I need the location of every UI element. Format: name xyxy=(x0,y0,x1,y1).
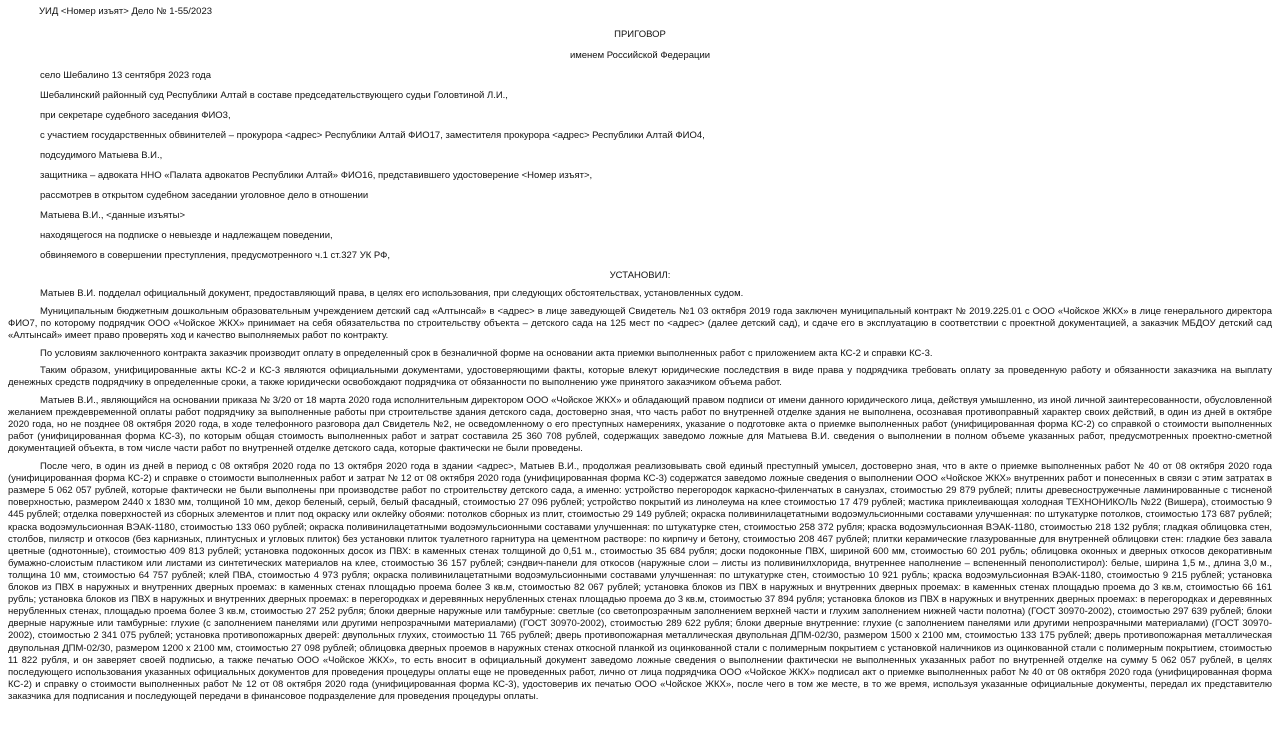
intro-line-defender: защитника – адвоката ННО «Палата адвокатов Республики Алтай» ФИО16, представившего удостоверение <Номер изъят>, xyxy=(40,170,593,181)
paragraph-instruction: Матыев В.И., являющийся на основании приказа № 3/20 от 18 марта 2020 года исполнительным директором ООО «Чойское ЖКХ» и обладающий правом подписи от имени данного юридического лица, действуя умышленно, из иной личной заинтересованности, обусловленной желанием преждевременной оплаты работ подрядчику за выполненные работы при строительстве здания детского сада, достоверно зная, что часть работ по внутренней отделке здания не выполнена, осознавая противоправный характер своих действий, в один из дней в октябре 2020 года, но не позднее 08 октября 2020 года, в ходе телефонного разговора дал Свидетель №2, не осведомленному о его преступных намерениях, указание о подготовке акта о приемке выполненных работ (унифицированная форма КС-2) со справкой о стоимости выполненных работ (унифицированная форма КС-3), по которым общая стоимость выполненных работ и затрат составила 25 360 708 рублей, содержащих заведомо ложные для Матыева В.И. сведения о выполнении в полном объеме указанных работ, предусмотренных проектно-сметной документацией объекта, в том числе части работ по внутренней отделке детского сада, которые фактически не были проведены. xyxy=(8,395,1272,455)
document-title: ПРИГОВОР xyxy=(614,29,666,40)
intro-line-defendant-data: Матыева В.И., <данные изъяты> xyxy=(40,210,186,221)
intro-line-prosecutors: с участием государственных обвинителей – прокурора <адрес> Республики Алтай ФИО17, заместителя прокурора <адрес> Республики Алтай ФИО4, xyxy=(40,130,705,141)
intro-line-charge: обвиняемого в совершении преступления, предусмотренного ч.1 ст.327 УК РФ, xyxy=(40,250,391,261)
established-heading: УСТАНОВИЛ: xyxy=(609,270,671,281)
case-id: УИД <Номер изъят> Дело № 1-55/2023 xyxy=(39,6,213,17)
paragraph-forgery-details: После чего, в один из дней в период с 08 октября 2020 года по 13 октября 2020 года в здании <адрес>, Матыев В.И., продолжая реализовывать свой единый преступный умысел, достоверно зная, что в акте о приемке выполненных работ № 40 от 08 октября 2020 года (унифицированная форма КС-2) и справке о стоимости выполненных работ и затрат № 12 от 08 октября 2020 года (унифицированная форма КС-3) содержатся заведомо ложные сведения о выполнении ООО «Чойское ЖКХ» внутренних работ и понесенных в связи с этим затратах в размере 5 062 057 рублей, которые фактически не были выполнены при производстве работ по строительству детского сада, а именно: устройство перегородок каркасно-филенчатых в санузлах, стоимостью 29 879 рублей; плиты древесностружечные ламинированные с тисненой поверхностью, размером 2440 х 1830 мм, толщиной 10 мм, декор беленый, серый, белый фасадный, стоимостью 27 096 рублей; устройство покрытий из линолеума на клее стоимостью 17 479 рублей; мастика приклеивающая холодная ТЕХНОНИКОЛЬ №22 (Вишера), стоимостью 9 445 рублей; отделка поверхностей из сборных элементов и плит под окраску или оклейку обоями: потолков сборных из плит, стоимостью 29 149 рублей; окраска поливинилацетатными водоэмульсионными составами улучшенная: по штукатурке потолков, стоимостью 173 687 рублей; краска водоэмульсионная ВЭАК-1180, стоимостью 133 060 рублей; окраска поливинилацетатными водоэмульсионными составами улучшенная: по штукатурке стен, стоимостью 258 372 рубля; краска водоэмульсионная ВЭАК-1180, стоимостью 218 132 рубля; гладкая облицовка стен, столбов, пилястр и откосов (без карнизных, плинтусных и угловых плиток) без установки плиток туалетного гарнитура на цементном растворе: по кирпичу и бетону, стоимостью 208 467 рублей; плитки керамические глазурованные для внутренней облицовки стен: гладкие без завала цветные (однотонные), стоимостью 409 813 рублей; установка подоконных досок из ПВХ: в каменных стенах толщиной до 0,51 м., стоимостью 35 684 рубля; доски подоконные ПВХ, шириной 600 мм, стоимостью 60 201 рубль; облицовка оконных и дверных откосов декоративным бумажно-слоистым пластиком или листами из синтетических материалов на клее, стоимостью 36 157 рублей; сэндвич-панели для откосов (наружные слои – листы из поливинилхлорида, внутреннее наполнение – вспененный пенополистирол): белые, ширина 1,5 м., длина 3,0 м., толщина 10 мм, стоимостью 64 757 рублей; клей ПВА, стоимостью 4 973 рубля; окраска поливинилацетатными водоэмульсионными составами улучшенная: по штукатурке стен, стоимостью 10 921 рубль; краска водоэмульсионная ВЭАК-1180, стоимостью 9 215 рублей; установка блоков из ПВХ в наружных и внутренних дверных проемах: в каменных стенах площадью проема более 3 кв.м, стоимостью 82 067 рублей; установка блоков из ПВХ в наружных и внутренних дверных проемах: в каменных стенах площадью проема до 3 кв.м, стоимостью 66 161 рубль; установка блоков из ПВХ в наружных и внутренних дверных проемах: в перегородках и деревянных нерубленных стенах площадью проема до 3 кв.м, стоимостью 37 894 рубля; установка блоков из ПВХ в наружных и внутренних дверных проемах: в перегородках и деревянных нерубленных стенах, площадью проема более 3 кв.м, стоимостью 27 252 рубля; блоки дверные наружные или тамбурные: светлые (со светопрозрачным заполнением верхней части и глухим заполнением нижней части полотна) (ГОСТ 30970-2002), стоимостью 297 639 рублей; блоки дверные наружные или тамбурные: глухие (с заполнением панелями или другими непрозрачными материалами) (ГОСТ 30970-2002), стоимостью 289 622 рубля; блоки дверные внутренние: глухие (с заполнением панелями или другими непрозрачными материалами) (ГОСТ 30970-2002), стоимостью 2 341 075 рублей; установка противопожарных дверей: двупольных глухих, стоимостью 11 765 рублей; дверь противопожарная металлическая двупольная ДПМ-02/30, размером 1500 х 2100 мм, стоимостью 133 175 рублей; дверь противопожарная металлическая двупольная ДПМ-02/30, размером 1200 х 2100 мм, стоимостью 27 098 рублей; облицовка дверных проемов в наружных стенах откосной планкой из оцинкованной стали с полимерным покрытием с установкой наличников из оцинкованной стали с полимерным покрытием, стоимостью 11 822 рубля, и он заверяет своей подписью, а также печатью ООО «Чойское ЖКХ», то есть вносит в официальный документ заведомо ложные сведения о выполнении фактически не выполненных указанных работ по внутренней отделке на сумму 5 062 057 рублей, в целях последующего использования указанных официальных документов для проведения процедуры оплаты еще не проведенных работ, лично от лица подрядчика ООО «Чойское ЖКХ» подписал акт о приемке выполненных работ № 40 от 08 октября 2020 года (унифицированная форма КС-2) и справку о стоимости выполненных работ № 12 от 08 октября 2020 года (унифицированная форма КС-3), удостоверив их печатью ООО «Чойское ЖКХ», после чего в том же месте, в то же время, используя указанные официальные документы, передал их представителю заказчика для подписания и последующей передачи в финансовое подразделение для проведения процедуры оплаты. xyxy=(8,461,1272,702)
paragraph-summary: Матыев В.И. подделал официальный документ, предоставляющий права, в целях его использования, при следующих обстоятельствах, установленных судом. xyxy=(40,288,744,299)
intro-line-place-date: село Шебалино 13 сентября 2023 года xyxy=(40,70,212,81)
intro-line-case-review: рассмотрев в открытом судебном заседании уголовное дело в отношении xyxy=(40,190,369,201)
intro-line-restraint: находящегося на подписке о невыезде и надлежащем поведении, xyxy=(40,230,333,241)
intro-line-secretary: при секретаре судебного заседания ФИО3, xyxy=(40,110,231,121)
paragraph-official-documents: Таким образом, унифицированные акты КС-2 и КС-3 являются официальными документами, удостоверяющими факты, которые влекут юридические последствия в виде права у подрядчика требовать оплату за проведенную работу и обязанности заказчика на выплату денежных средств подрядчику в определенные сроки, а также юридически освобождают подрядчика от обязанности по выполнению уже принятого заказчиком объема работ. xyxy=(8,365,1272,389)
document-subtitle: именем Российской Федерации xyxy=(569,50,711,61)
intro-line-court: Шебалинский районный суд Республики Алтай в составе председательствующего судьи Головтиной Л.И., xyxy=(40,90,508,101)
paragraph-contract: Муниципальным бюджетным дошкольным образовательным учреждением детский сад «Алтынсай» в <адрес> в лице заведующей Свидетель №1 03 октября 2019 года заключен муниципальный контракт № 2019.225.01 с ООО «Чойское ЖКХ» в лице генерального директора ФИО7, по которому подрядчик ООО «Чойское ЖКХ» принимает на себя обязательства по строительству объекта – детского сада на 125 мест по <адрес> (далее детский сад), и сдаче его в эксплуатацию в соответствии с проектной документацией, а заказчик МБДОУ детский сад «Алтынсай» имеет право проверять ход и качество выполняемых работ по контракту. xyxy=(8,305,1272,341)
intro-line-defendant: подсудимого Матыева В.И., xyxy=(40,150,163,161)
paragraph-payment-terms: По условиям заключенного контракта заказчик производит оплату в определенный срок в безналичной форме на основании акта приемки выполненных работ с приложением акта КС-2 и справки КС-3. xyxy=(40,347,933,359)
